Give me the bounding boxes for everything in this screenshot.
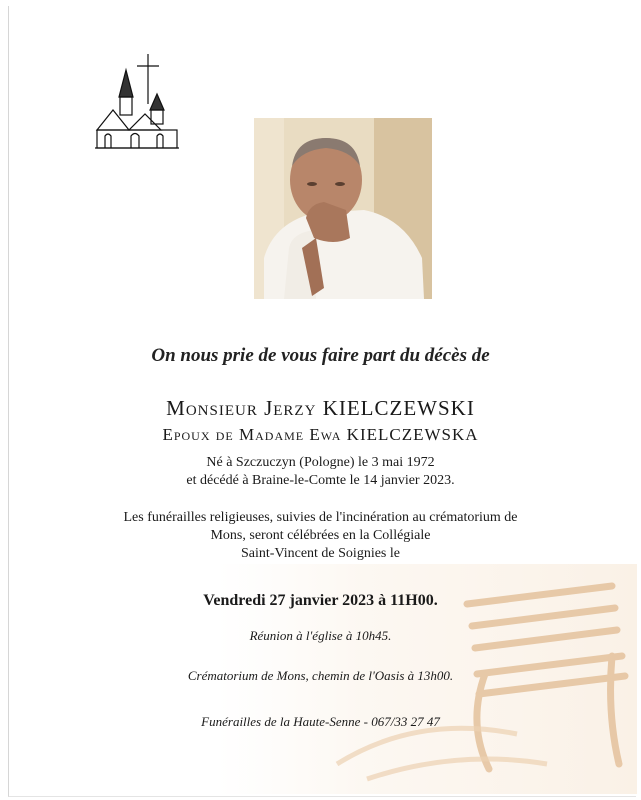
funeral-line-3: Saint-Vincent de Soignies le bbox=[241, 546, 400, 561]
spouse-surname: KIELCZEWSKA bbox=[346, 425, 479, 444]
portrait-photo bbox=[254, 118, 432, 299]
deceased-surname: KIELCZEWSKI bbox=[322, 396, 475, 420]
birth-line: Né à Szczuczyn (Pologne) le 3 mai 1972 bbox=[206, 455, 435, 470]
deceased-name bbox=[0, 396, 641, 421]
intro-text: On nous prie de vous faire part du décès de bbox=[151, 345, 490, 366]
spouse-prefix: Epoux de Madame Ewa bbox=[162, 425, 342, 444]
funeral-details bbox=[0, 509, 641, 563]
church-icon bbox=[93, 52, 179, 152]
ceremony-date: Vendredi 27 janvier 2023 à 11H00. bbox=[203, 592, 438, 609]
death-line: et décédé à Braine-le-Comte le 14 janvier 2023. bbox=[186, 473, 455, 488]
spouse-line bbox=[0, 425, 641, 445]
undertaker-info: Funérailles de la Haute-Senne - 067/33 27 47 bbox=[201, 714, 440, 729]
funeral-line-2: Mons, seront célébrées en la Collégiale bbox=[210, 528, 431, 543]
crematorium-info: Crématorium de Mons, chemin de l'Oasis à 13h00. bbox=[187, 668, 454, 683]
meeting-info: Réunion à l'église à 10h45. bbox=[249, 628, 392, 643]
deceased-prefix: Monsieur Jerzy bbox=[166, 396, 317, 420]
funeral-line-1: Les funérailles religieuses, suivies de l'incinération au crématorium de bbox=[123, 510, 518, 525]
life-dates bbox=[0, 454, 641, 490]
